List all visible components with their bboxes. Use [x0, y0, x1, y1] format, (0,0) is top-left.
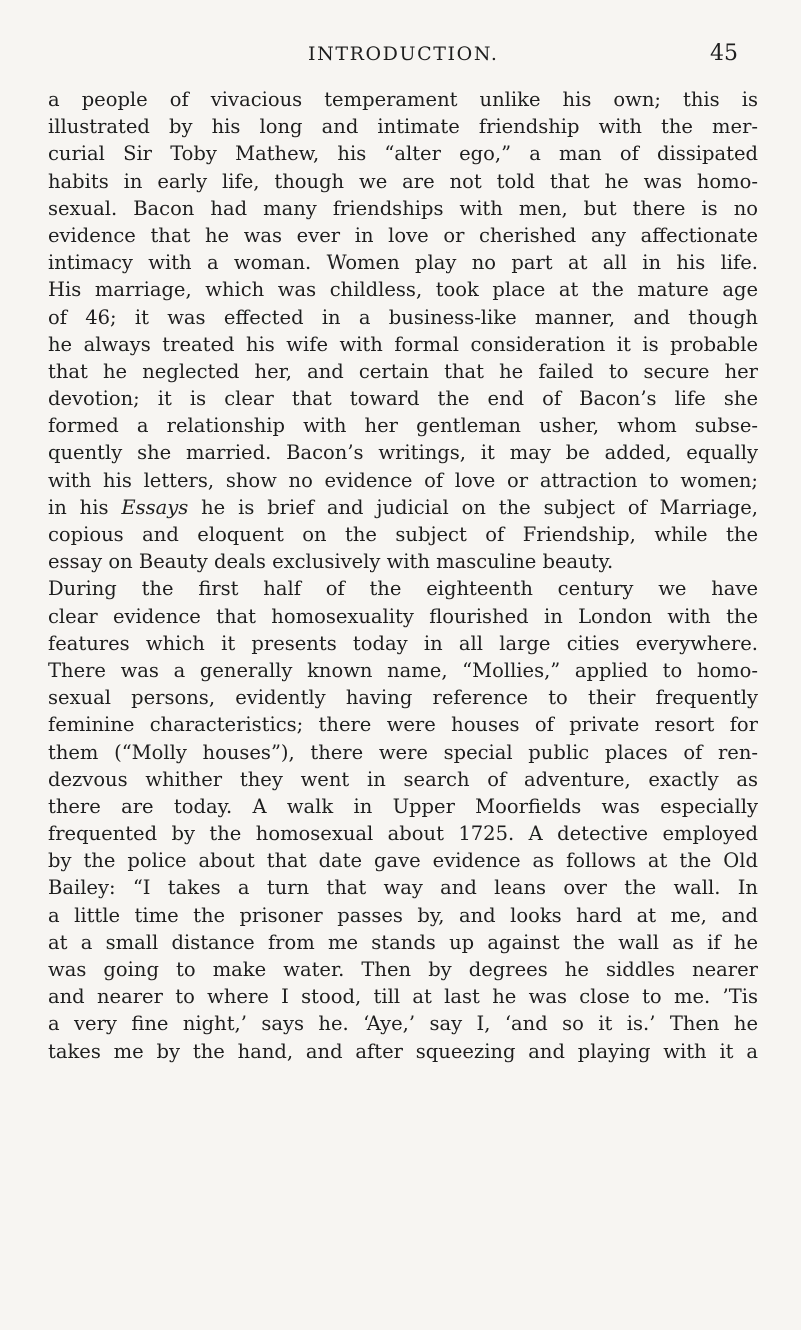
text-line: intimacy with a woman. Women play no part at all in his life.: [48, 251, 758, 275]
text-line: with his letters, show no evidence of love or attraction to women;: [48, 468, 758, 492]
text-line: Bailey: “I takes a turn that way and leans over the wall. In: [48, 876, 758, 900]
page-header: [0, 41, 801, 71]
text-line: a little time the prisoner passes by, and looks hard at me, and: [48, 903, 758, 927]
text-line: that he neglected her, and certain that he failed to secure her: [48, 359, 758, 383]
text-line: takes me by the hand, and after squeezing and playing with it a: [48, 1039, 758, 1063]
text-line: His marriage, which was childless, took place at the mature age: [48, 278, 758, 302]
text-line: at a small distance from me stands up against the wall as if he: [48, 930, 758, 954]
text-line: a people of vivacious temperament unlike his own; this is: [48, 88, 758, 111]
text-line: habits in early life, though we are not told that he was homo-: [48, 169, 758, 193]
text-line: clear evidence that homosexuality flourished in London with the: [48, 604, 758, 628]
text-line: feminine characteristics; there were houses of private resort for: [48, 713, 758, 737]
text-line: frequented by the homosexual about 1725. A detective employed: [48, 822, 758, 846]
text-line: there are today. A walk in Upper Moorfields was especially: [48, 794, 758, 818]
text-line: curial Sir Toby Mathew, his “alter ego,” a man of dissipated: [48, 142, 758, 166]
text-line: illustrated by his long and intimate friendship with the mer-: [48, 115, 758, 139]
text-line: formed a relationship with her gentleman usher, whom subse-: [48, 414, 758, 438]
text-line: sexual persons, evidently having reference to their frequently: [48, 686, 758, 710]
text-line: in his Essays he is brief and judicial on the subject of Marriage,: [48, 495, 758, 519]
text-line: features which it presents today in all large cities everywhere.: [48, 631, 758, 655]
text-line: he always treated his wife with formal consideration it is probable: [48, 332, 758, 356]
text-line: a very fine night,’ says he. ‘Aye,’ say I, ‘and so it is.’ Then he: [48, 1012, 758, 1036]
text-line: sexual. Bacon had many friendships with men, but there is no: [48, 196, 758, 220]
text-line: During the first half of the eighteenth century we have: [48, 577, 758, 601]
body-text: [48, 86, 758, 1065]
text-line: them (“Molly houses”), there were special public places of ren-: [48, 740, 758, 764]
text-line: of 46; it was effected in a business-like manner, and though: [48, 305, 758, 329]
text-line: copious and eloquent on the subject of Friendship, while the: [48, 523, 758, 546]
text-line: evidence that he was ever in love or cherished any affectionate: [48, 223, 758, 247]
text-line: dezvous whither they went in search of adventure, exactly as: [48, 767, 758, 791]
text-line: quently she married. Bacon’s writings, it may be added, equally: [48, 441, 758, 465]
text-line: devotion; it is clear that toward the end of Bacon’s life she: [48, 387, 758, 411]
page-number: 45: [710, 41, 738, 66]
text-line: by the police about that date gave evidence as follows at the Old: [48, 849, 758, 873]
running-head: INTRODUCTION.: [308, 43, 499, 65]
text-line: was going to make water. Then by degrees he siddles nearer: [48, 958, 758, 981]
book-title: Essays: [121, 495, 189, 519]
text-line: and nearer to where I stood, till at last he was close to me. ’Tis: [48, 985, 758, 1009]
text-line: essay on Beauty deals exclusively with masculine beauty.: [48, 550, 614, 574]
text-line: There was a generally known name, “Mollies,” applied to homo-: [48, 658, 758, 682]
